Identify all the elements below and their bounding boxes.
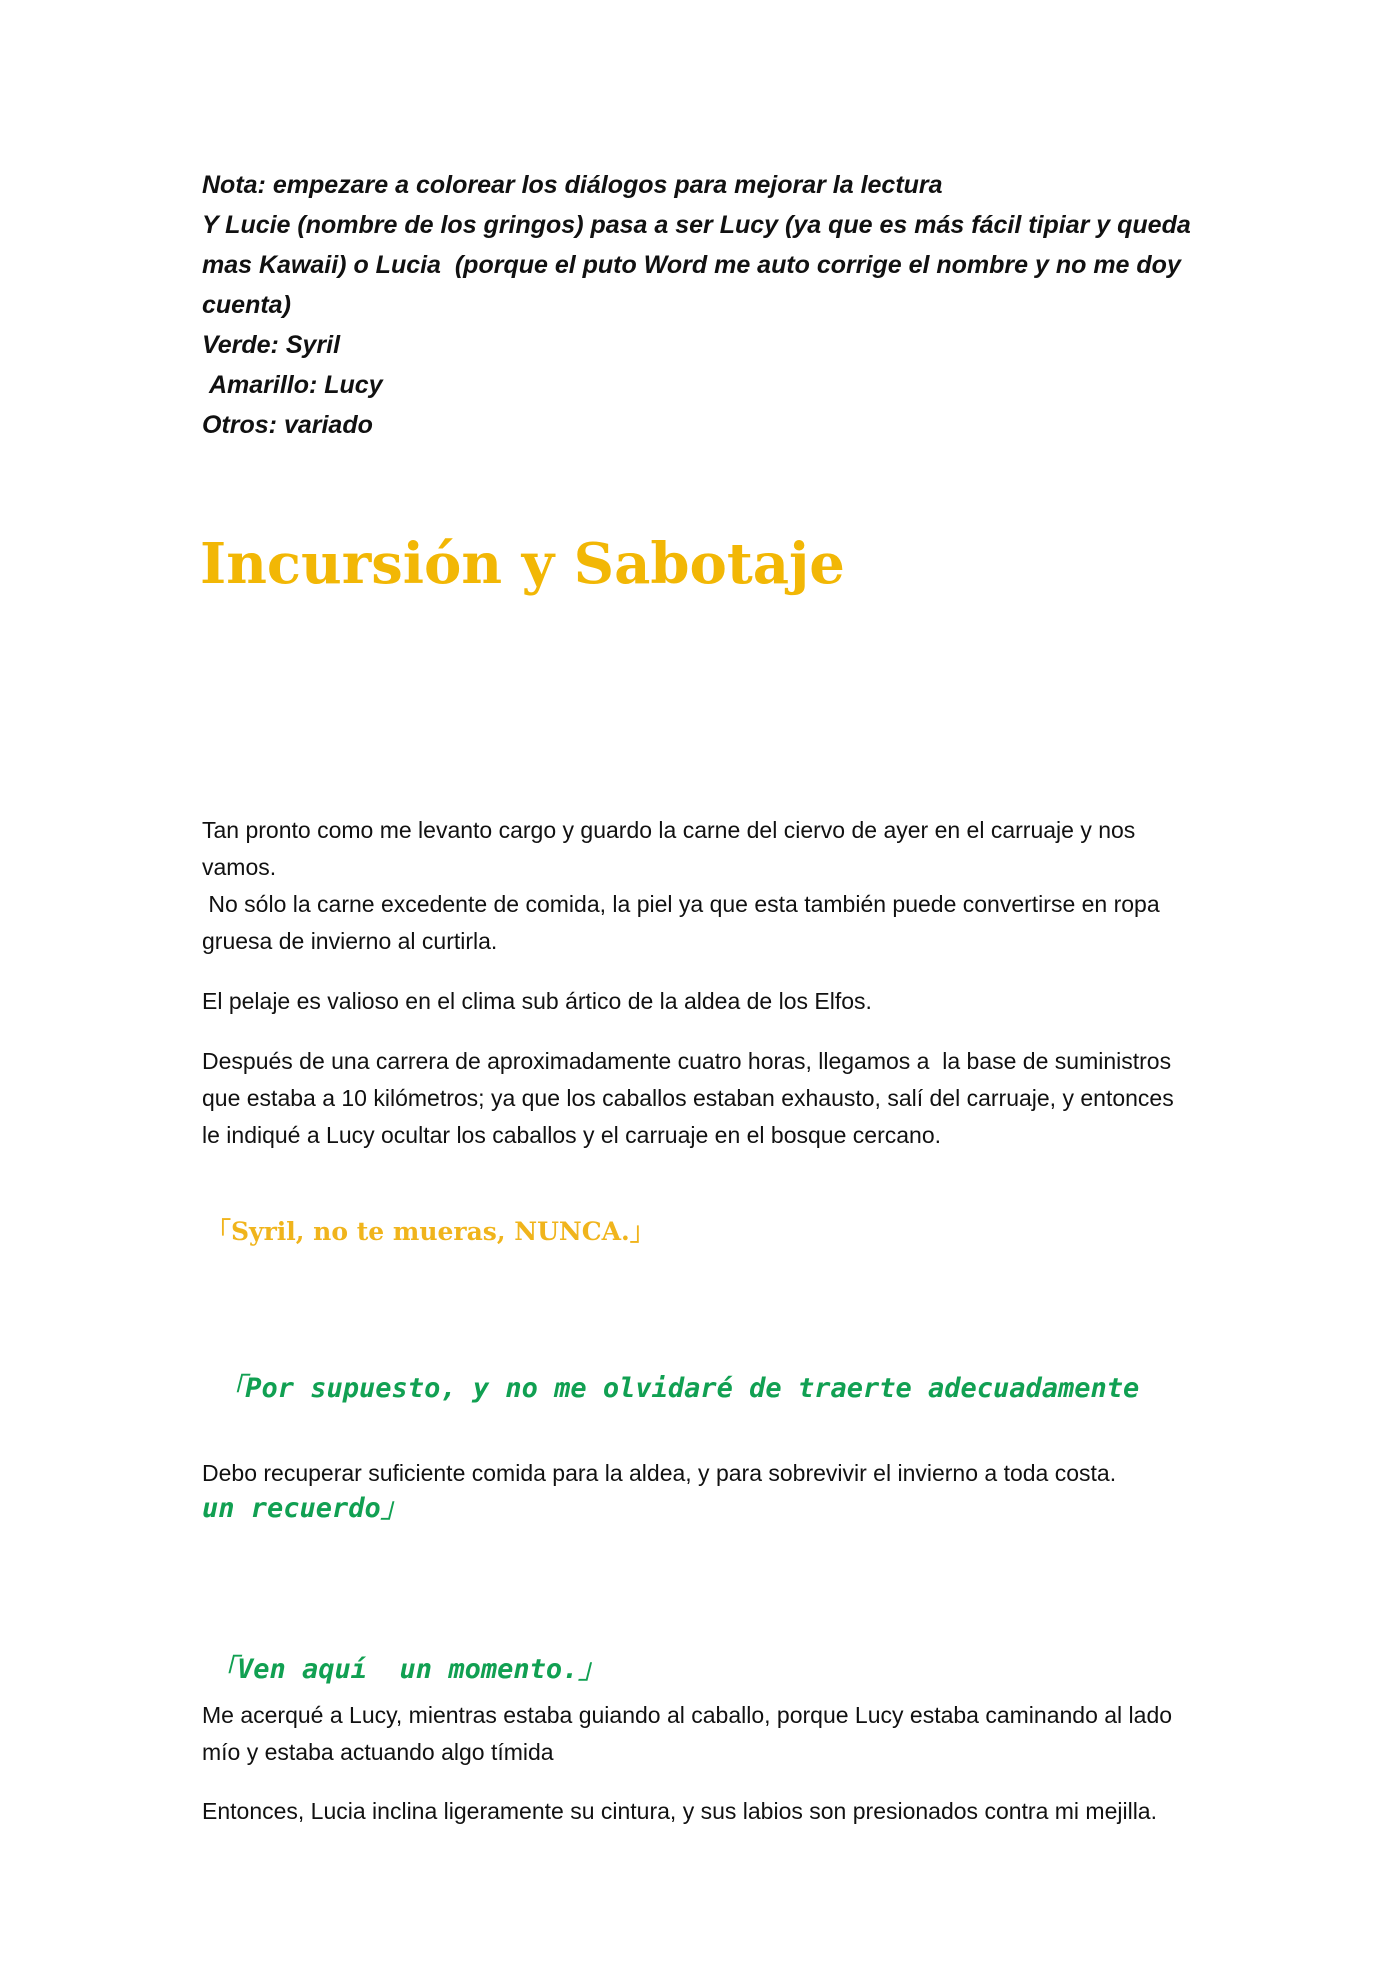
dialog-line: 「Por supuesto, y no me olvidaré de traerte adecuadamente [202,1373,1140,1404]
note-line: Y Lucie (nombre de los gringos) pasa a ser Lucy (ya que es más fácil tipiar y queda [202,211,1191,239]
paragraph-line: que estaba a 10 kilómetros; ya que los caballos estaban exhausto, salí del carruaje, y entonces [202,1085,1174,1111]
paragraph-line: gruesa de invierno al curtirla. [202,928,498,954]
paragraph-line: Tan pronto como me levanto cargo y guardo la carne del ciervo de ayer en el carruaje y nos [202,817,1136,843]
paragraph-line: mío y estaba actuando algo tímida [202,1739,554,1765]
paragraph [202,1043,1212,1154]
paragraph-line: Me acerqué a Lucy, mientras estaba guiando al caballo, porque Lucy estaba caminando al lado [202,1702,1173,1728]
paragraph [202,1455,1212,1492]
lucy-dialog: 「Syril, no te mueras, NUNCA.」 [206,1217,655,1246]
paragraph [202,1793,1212,1830]
note-line: Nota: empezare a colorear los diálogos para mejorar la lectura [202,171,943,199]
paragraph-line: Entonces, Lucia inclina ligeramente su cintura, y sus labios son presionados contra mi mejilla. [202,1798,1157,1824]
note-legend-others: Otros: variado [202,411,373,439]
paragraph-line: vamos. [202,854,277,880]
chapter-title: Incursión y Sabotaje [200,531,845,597]
note-line: mas Kawaii) o Lucia (porque el puto Word me auto corrige el nombre y no me doy [202,251,1181,279]
syril-dialog [202,1289,1139,1609]
paragraph-line: El pelaje es valioso en el clima sub ártico de la aldea de los Elfos. [202,988,872,1014]
paragraph [202,1697,1212,1771]
paragraph-line: No sólo la carne excedente de comida, la piel ya que esta también puede convertirse en ropa [202,891,1160,917]
dialog-line: 「Ven aquí un momento.」 [210,1654,606,1685]
author-note [202,165,1222,445]
note-line: cuenta) [202,291,291,319]
note-legend-green: Verde: Syril [202,331,341,359]
paragraph-line: le indiqué a Lucy ocultar los caballos y el carruaje en el bosque cercano. [202,1122,941,1148]
paragraph [202,983,1212,1020]
note-legend-yellow: Amarillo: Lucy [202,371,383,399]
paragraph-line: Después de una carrera de aproximadamente cuatro horas, llegamos a la base de suministros [202,1048,1172,1074]
dialog-line: un recuerdo」 [202,1493,408,1524]
paragraph [202,812,1212,960]
paragraph-line: Debo recuperar suficiente comida para la aldea, y para sobrevivir el invierno a toda costa. [202,1460,1117,1486]
